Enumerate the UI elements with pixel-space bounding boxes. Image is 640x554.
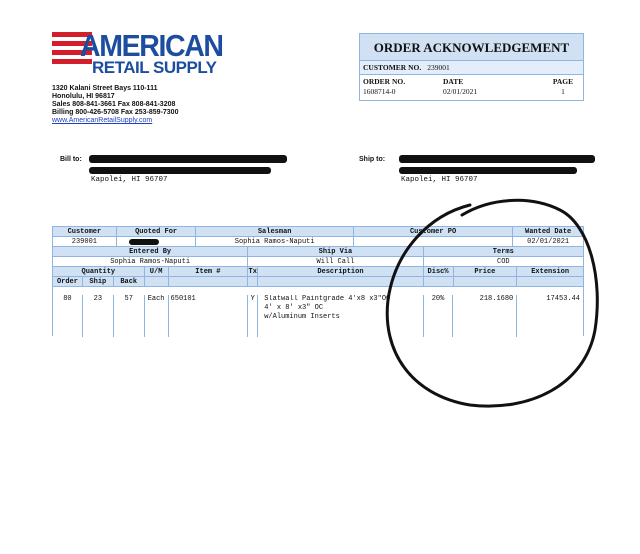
col-price: Price [454, 267, 518, 276]
table-header-row [53, 277, 583, 287]
table-header-row [53, 247, 583, 257]
customer-po-value [354, 237, 513, 246]
table-row [53, 257, 583, 267]
header-spacer [424, 277, 454, 286]
quoted-for-value [117, 237, 197, 246]
bill-to-label: Bill to: [60, 156, 82, 163]
ship-to-label: Ship to: [359, 156, 386, 163]
page-label: PAGE [552, 77, 574, 86]
address-line: Billing 800-426-5708 Fax 253-859-7300 [52, 109, 179, 116]
logo-line2: RETAIL SUPPLY [92, 58, 217, 77]
col-quantity: Quantity [53, 267, 145, 276]
header-spacer [517, 277, 583, 286]
col-extension: Extension [531, 268, 570, 276]
redaction-bar [89, 155, 287, 163]
col-salesman: Salesman [196, 227, 353, 236]
company-logo [52, 28, 242, 78]
item-value: 650101 [169, 295, 249, 337]
address-line: Honolulu, HI 96817 [52, 93, 115, 100]
redaction-bar [399, 167, 577, 174]
customer-value: 239001 [53, 237, 117, 246]
wanted-date-value: 02/01/2021 [527, 238, 570, 246]
col-order: Order [53, 277, 83, 286]
back-qty: 57 [114, 295, 145, 337]
header-spacer [258, 277, 423, 286]
col-quoted-for: Quoted For [117, 227, 197, 236]
price-value: 218.1680 [453, 295, 517, 337]
col-description: Description [258, 267, 423, 276]
website-link[interactable]: www.AmericanRetailSupply.com [52, 117, 153, 124]
col-ship-via: Ship Via [248, 247, 423, 256]
customer-no-label: CUSTOMER NO. [363, 63, 422, 72]
col-tx: Tx [248, 268, 257, 276]
extension-value: 17453.44 [546, 295, 580, 303]
description-value: Slatwall Paintgrade 4'x8 x3"OC 4' x 8' x3" OC w/Aluminum Inserts [258, 295, 423, 337]
address-line: Sales 808-841-3661 Fax 808-841-3208 [52, 101, 176, 108]
header-spacer [454, 277, 518, 286]
table-header-row [53, 267, 583, 277]
table-header-row [53, 227, 583, 237]
redaction-bar [89, 167, 271, 174]
disc-value: 20% [424, 295, 454, 337]
table-row [53, 237, 583, 247]
ack-title: ORDER ACKNOWLEDGEMENT [360, 34, 583, 61]
entered-by-value: Sophia Ramos-Naputi [53, 257, 248, 266]
um-value: Each [145, 295, 169, 337]
page-value: 1 [561, 87, 565, 96]
ship-to-city: Kapolei, HI 96707 [401, 176, 478, 184]
col-wanted-date: Wanted Date [525, 228, 572, 236]
date-value: 02/01/2021 [443, 87, 478, 96]
header-spacer [169, 277, 249, 286]
terms-value: COD [497, 258, 510, 266]
redaction-bar [129, 239, 159, 245]
col-disc: Disc% [424, 267, 454, 276]
col-entered-by: Entered By [53, 247, 248, 256]
customer-no-value: 239001 [427, 63, 450, 72]
order-qty: 80 [53, 295, 83, 337]
order-acknowledgement-box [359, 33, 584, 101]
order-no-label: ORDER NO. [363, 77, 406, 86]
order-no-value: 1608714-0 [363, 87, 396, 96]
col-back: Back [114, 277, 145, 286]
col-ship: Ship [83, 277, 114, 286]
logo-line1: AMERICAN [80, 28, 223, 63]
col-customer-po: Customer PO [354, 227, 513, 236]
tx-value: Y [248, 295, 258, 337]
company-address [52, 85, 178, 125]
redaction-bar [399, 155, 595, 163]
header-spacer [248, 277, 258, 286]
address-line: 1320 Kalani Street Bays 110-111 [52, 85, 158, 92]
col-item: Item # [169, 267, 249, 276]
ack-order-info [360, 75, 583, 97]
date-label: DATE [443, 77, 464, 86]
col-um: U/M [145, 267, 169, 276]
salesman-value: Sophia Ramos-Naputi [196, 237, 353, 246]
ship-via-value: Will Call [248, 257, 423, 266]
ship-qty: 23 [83, 295, 114, 337]
col-customer: Customer [53, 227, 117, 236]
ack-customer-row [360, 61, 583, 75]
bill-to-city: Kapolei, HI 96707 [91, 176, 168, 184]
table-row [53, 287, 583, 337]
order-table [52, 226, 584, 336]
col-terms: Terms [492, 248, 514, 256]
header-spacer [145, 277, 169, 286]
